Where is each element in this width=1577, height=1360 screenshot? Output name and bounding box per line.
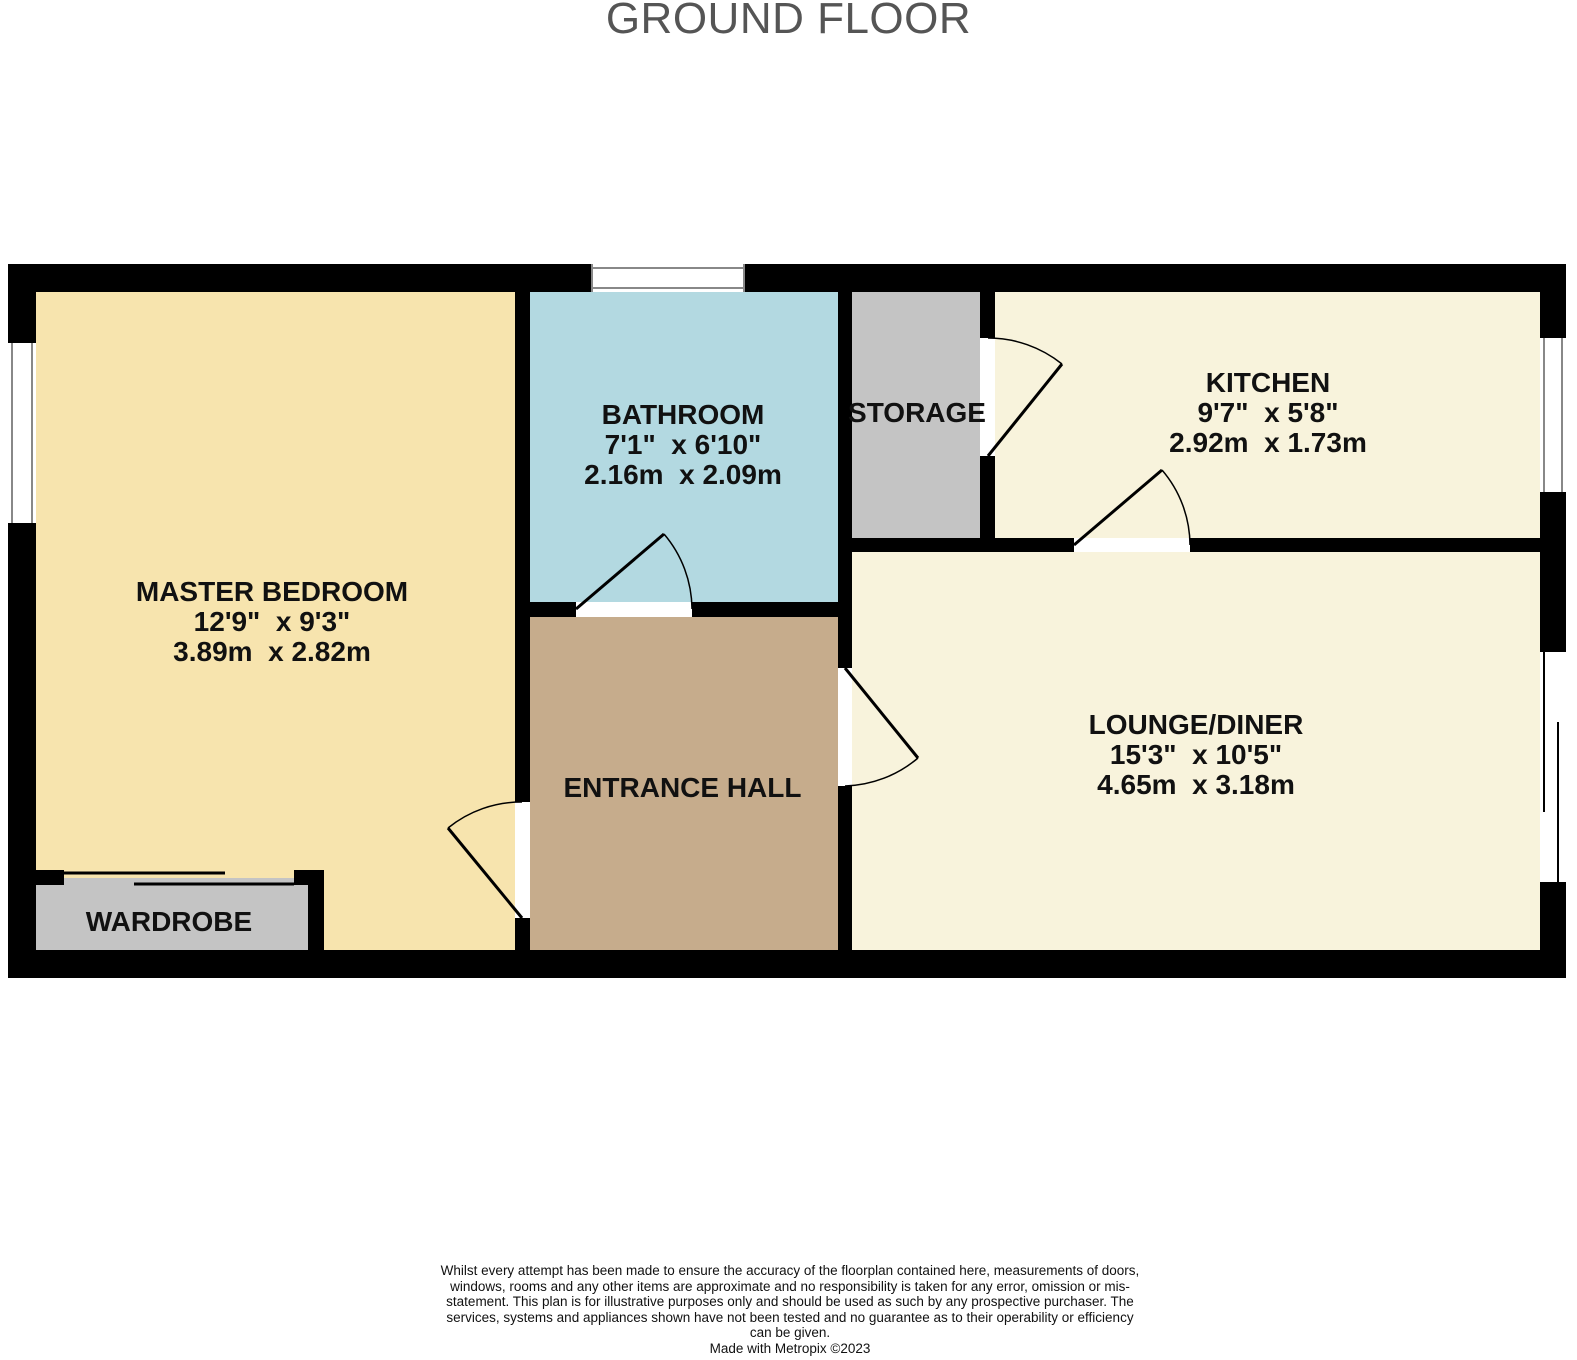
room-dimensions-imperial: 12'9" x 9'3" [193,606,351,637]
room-dimensions-imperial: 7'1" x 6'10" [604,429,762,460]
wall-bedroom-hall-lower [515,918,530,950]
wall-bedroom-hall-upper [515,292,530,802]
wall-bottom [8,950,1566,978]
wall-kitchen-lounge-right [1190,538,1540,552]
room-label-master-bedroom [72,577,472,667]
room-label-kitchen [1118,368,1418,458]
floor-title: GROUND FLOOR [605,0,972,43]
room-name: ENTRANCE HALL [563,772,802,803]
wall-kitchen-lounge-left [852,538,1074,552]
wall-right-lower [1540,882,1566,978]
room-label-bathroom [528,400,838,490]
room-name: KITCHEN [1205,367,1331,398]
window-left-bedroom [8,343,36,523]
wall-bathroom-storage [838,292,852,668]
room-name: WARDROBE [85,906,253,937]
wardrobe-wall-left [8,870,64,885]
room-dimensions-metric: 4.65m x 3.18m [1097,769,1295,800]
wall-top [8,264,1566,292]
wall-storage-kitchen-upper [980,292,995,338]
room-label-lounge-diner [1046,710,1346,800]
room-label-storage [842,398,992,428]
room-dimensions-imperial: 9'7" x 5'8" [1197,397,1339,428]
disclaimer [440,1263,1140,1357]
room-name: LOUNGE/DINER [1088,709,1304,740]
room-name: STORAGE [848,397,986,428]
room-dimensions-imperial: 15'3" x 10'5" [1109,739,1283,770]
room-label-entrance-hall [530,773,835,803]
room-label-wardrobe [36,907,302,937]
sliding-door-lounge [1540,652,1566,882]
credit-line: Made with Metropix ©2023 [709,1340,871,1356]
window-top-bathroom [592,264,744,292]
wall-bathroom-hall-right [692,602,838,617]
room-dimensions-metric: 2.16m x 2.09m [584,459,782,490]
room-dimensions-metric: 3.89m x 2.82m [173,636,371,667]
wall-hall-lounge-lower [838,786,852,950]
wall-storage-kitchen-lower [980,456,995,552]
room-name: MASTER BEDROOM [135,576,409,607]
window-right-kitchen [1540,338,1566,492]
wardrobe-wall-side [308,870,324,950]
wall-bathroom-hall-left [530,602,576,617]
disclaimer-text: Whilst every attempt has been made to ensure the accuracy of the floorplan contained here, measurements of doors, windows, rooms and any other items are approximate and no responsibility is taken for any error, omission or mis-statement. This plan is for illustrative purposes only and should be used as such by any prospective purchaser. The services, systems and appliances shown have not been tested and no guarantee as to their operability or efficiency can be given. [440,1263,1140,1341]
room-dimensions-metric: 2.92m x 1.73m [1169,427,1367,458]
room-name: BATHROOM [601,399,765,430]
